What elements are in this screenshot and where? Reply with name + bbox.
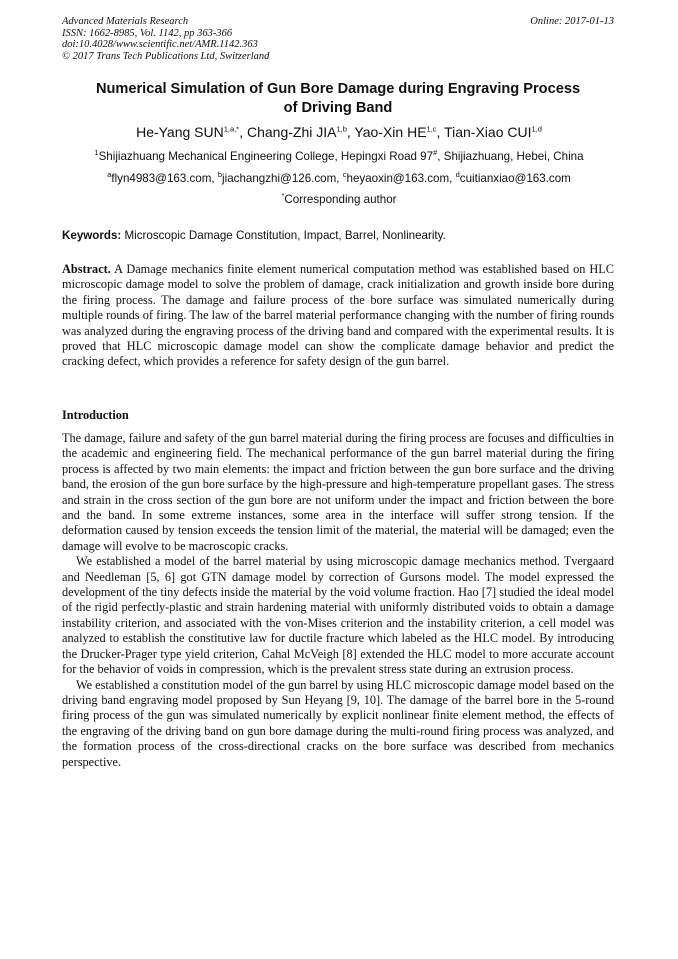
paragraph: We established a model of the barrel material by using microscopic damage mechanics method. Tvergaard and Needleman [5, 6] got GTN damage model by correction of Gursons model. The model expressed the development of the tiny defects inside the material by the void volume fraction. Hao [7] studied the ideal model of the rigid perfectly-plastic and strain hardening material with uniformly distributed voids to obtain a damage instability criterion, and associated with the von-Mises criterion and the instability criterion, a cell model was analyzed to establish the constitutive law for ductile fracture which labeled as the HLC model. By introducing the Drucker-Prager type yield criterion, Cahal McVeigh [8] extended the HLC model to more accurate account for the behavior of voids in compression, which is the prevalent stress state during an extrusion process. [62, 554, 614, 677]
email-address: heyaoxin@163.com [346, 172, 450, 185]
email-mark: d [455, 170, 460, 180]
paragraph: We established a constitution model of the gun barrel by using HLC microscopic damage model based on the driving band engraving model proposed by Sun Heyang [9, 10]. The damage of the barrel bore in the 5-round firing process of the gun was simulated numerically by explicit nonlinear finite element method, the effects of the engraving of the driving band on gun bore damage during the multi-round firing process was analyzed, and the formation process of the cross-directional cracks on the bore surface was described from mechanics perspective. [62, 677, 614, 769]
author-affiliation-mark: 1,d [531, 124, 542, 134]
email-separator: , [211, 172, 218, 185]
journal-doi: doi:10.4028/www.scientific.net/AMR.1142.363 [62, 39, 258, 51]
journal-info [62, 16, 269, 62]
title-line-1: Numerical Simulation of Gun Bore Damage during Engraving Process [95, 81, 581, 97]
author-affiliation-mark: 1,c [426, 124, 437, 134]
abstract-text: A Damage mechanics finite element numerical computation method was established based on HLC microscopic damage model to solve the problem of damage, crack initialization and growth inside bore during the firing process. The damage and failure process of the bore surface was simulated numerically during multiple rounds of firing. The law of the barrel material performance changing with the number of firing rounds was analyzed during the engraving process of the driving band and compared with the experimental results. It is proved that HLC microscopic damage model can show the complicate damage behavior and predict the cracking defect, which provides a reference for safety design of the gun barrel. [62, 262, 614, 369]
introduction-body [62, 431, 614, 770]
journal-copyright: © 2017 Trans Tech Publications Ltd, Switzerland [62, 50, 270, 62]
abstract [62, 262, 614, 370]
abstract-label: Abstract. [62, 262, 111, 276]
author-separator: , [239, 124, 247, 140]
author-name: Tian-Xiao CUI [444, 124, 532, 140]
email-separator: , [336, 172, 343, 185]
author-name: Chang-Zhi JIA [246, 124, 337, 140]
author-affiliation-mark: 1,a,* [223, 124, 240, 134]
keywords-text: Microscopic Damage Constitution, Impact, Barrel, Nonlinearity. [121, 229, 446, 242]
author-name: He-Yang SUN [136, 124, 224, 140]
affiliation-mark: 1 [94, 148, 99, 158]
section-heading-introduction: Introduction [62, 408, 129, 422]
corresponding-mark: * [281, 191, 285, 201]
email-separator: , [449, 172, 456, 185]
email-address: flyn4983@163.com [111, 172, 212, 185]
email-mark: a [107, 170, 112, 180]
corresponding-text: Corresponding author [284, 193, 397, 206]
paragraph: The damage, failure and safety of the gun barrel material during the firing process are focuses and difficulties in the academic and engineering field. The mechanical performance of the gun barrel material during the firing process is affected by two main elements: the impact and friction between the gun bore surface and the driving band, the erosion of the gun bore surface by the high-pressure and high-temperature propellant gases. The stress and strain in the cross section of the gun bore are not uniform under the impact and friction between the bore and the band. In some extreme instances, some area in the interface will suffer strong tension. If the deformation caused by tension exceeds the tension limit of the material, the material will be damaged; even the damage will evolve to be macroscopic cracks. [62, 431, 614, 553]
title-line-2: of Driving Band [283, 100, 393, 116]
corresponding-author-note [40, 193, 638, 207]
affiliation-text-end: , Shijiazhuang, Hebei, China [437, 150, 584, 163]
journal-name: Advanced Materials Research [62, 16, 189, 27]
online-date: Online: 2017-01-13 [530, 16, 614, 27]
author-name: Yao-Xin HE [354, 124, 427, 140]
affiliation-text: Shijiazhuang Mechanical Engineering College, Hepingxi Road 97 [98, 150, 434, 163]
affiliation [40, 150, 638, 164]
email-address: jiachangzhi@126.com [222, 172, 337, 185]
email-mark: c [342, 170, 347, 180]
keywords [62, 229, 614, 243]
paper-title [62, 80, 614, 118]
journal-issn: ISSN: 1662-8985, Vol. 1142, pp 363-366 [62, 27, 233, 39]
author-affiliation-mark: 1,b [336, 124, 347, 134]
keywords-label: Keywords: [62, 229, 122, 242]
email-address: cuitianxiao@163.com [459, 172, 571, 185]
email-list [40, 172, 638, 186]
affiliation-hash-mark: # [433, 148, 438, 158]
email-mark: b [217, 170, 223, 180]
author-separator: , [436, 124, 445, 140]
author-list [40, 123, 638, 141]
author-separator: , [346, 124, 355, 140]
